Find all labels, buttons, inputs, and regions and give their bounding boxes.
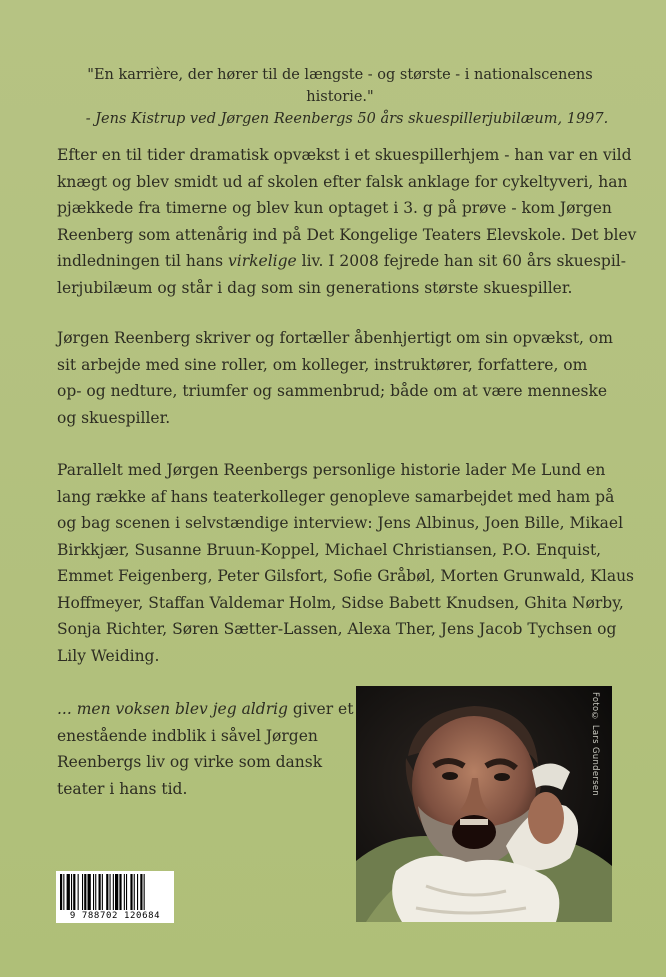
text-emphasis: virkelige <box>228 252 297 270</box>
paragraph-summary <box>57 696 354 802</box>
barcode-bar <box>106 874 108 910</box>
barcode-bar <box>63 874 64 910</box>
text-line: og skuespiller. <box>57 408 171 427</box>
barcode-bar <box>126 874 127 910</box>
actor-photo <box>356 686 612 922</box>
barcode-bar <box>84 874 86 910</box>
text-line: op- og nedture, triumfer og sammenbrud; både om at være menneske <box>57 382 608 400</box>
text-segment: indledningen til hans <box>57 252 228 270</box>
barcode-bar <box>99 874 101 910</box>
text-line: Hoffmeyer, Staffan Valdemar Holm, Sidse Babett Knudsen, Ghita Nørby, <box>57 593 624 612</box>
barcode-bar <box>140 874 142 910</box>
barcode-bar <box>67 874 70 910</box>
barcode-bar <box>88 874 91 910</box>
book-title: ... men voksen blev jeg aldrig <box>57 700 288 718</box>
text-line: Reenberg som attenårig ind på Det Kongelige Teaters Elevskole. Det blev <box>57 225 637 244</box>
barcode-bar <box>130 874 132 910</box>
barcode-bar <box>78 874 79 910</box>
barcode-bars <box>60 874 170 910</box>
text-line: teater i hans tid. <box>57 779 188 798</box>
text-line: Reenbergs liv og virke som dansk <box>57 753 323 771</box>
text-line: knægt og blev smidt ud af skolen efter falsk anklage for cykeltyveri, han <box>57 172 628 191</box>
text-line: lang række af hans teaterkolleger genopleve samarbejdet med ham på <box>57 487 615 506</box>
quote-text: "En karrière, der hører til de længste - og største - i nationalscenens historie." <box>87 67 593 105</box>
barcode-bar <box>113 874 114 910</box>
text-line <box>57 696 354 723</box>
text-line: Sonja Richter, Søren Sætter-Lassen, Alexa Ther, Jens Jacob Tychsen og <box>57 620 617 638</box>
photo-credit: Foto© Lars Gundersen <box>590 692 600 797</box>
text-line: Jørgen Reenberg skriver og fortæller åbenhjertigt om sin opvækst, om <box>57 329 613 347</box>
text-line: enestående indblik i såvel Jørgen <box>57 726 318 745</box>
barcode-bar <box>134 874 135 910</box>
text-line: Parallelt med Jørgen Reenbergs personlige historie lader Me Lund en <box>57 461 606 479</box>
text-segment: liv. I 2008 fejrede han sit 60 års skuespil- <box>296 252 626 270</box>
actor-photo-illustration <box>356 686 612 922</box>
text-line: pjækkede fra timerne og blev kun optaget i 3. g på prøve - kom Jørgen <box>57 199 612 217</box>
barcode-bar <box>110 874 111 910</box>
barcode-bar <box>93 874 94 910</box>
barcode-bar <box>71 874 72 910</box>
barcode-bar <box>60 874 62 910</box>
barcode-bar <box>115 874 118 910</box>
text-line: og bag scenen i selvstændige interview: Jens Albinus, Joen Bille, Mikael <box>57 514 624 532</box>
paragraph-interviews <box>57 457 635 669</box>
barcode-bar <box>137 874 138 910</box>
text-line: Lily Weiding. <box>57 646 160 665</box>
barcode-bar <box>73 874 75 910</box>
text-line: Efter en til tider dramatisk opvækst i et skuespillerhjem - han var en vild <box>57 146 632 164</box>
barcode-bar <box>144 874 145 910</box>
paragraph-memoir <box>57 325 627 431</box>
text-line: Birkkjær, Susanne Bruun-Koppel, Michael Christiansen, P.O. Enquist, <box>57 540 602 559</box>
barcode-bar <box>102 874 103 910</box>
text-segment: giver et <box>287 700 354 718</box>
barcode-digits: 9 788702 120684 <box>69 911 161 921</box>
barcode-bar <box>82 874 83 910</box>
epigraph-quote <box>60 64 620 130</box>
isbn-barcode <box>56 871 174 923</box>
quote-attribution: - Jens Kistrup ved Jørgen Reenbergs 50 års skuespillerjubilæum, 1997. <box>85 111 609 127</box>
barcode-bar <box>95 874 96 910</box>
text-line: sit arbejde med sine roller, om kolleger, instruktører, forfattere, om <box>57 355 588 374</box>
text-line: lerjubilæum og står i dag som sin generations største skuespiller. <box>57 278 573 297</box>
barcode-bar <box>124 874 125 910</box>
barcode-bar <box>119 874 121 910</box>
text-line <box>57 248 627 275</box>
paragraph-biography <box>57 142 637 301</box>
text-line: Emmet Feigenberg, Peter Gilsfort, Sofie Gråbøl, Morten Grunwald, Klaus <box>57 567 635 585</box>
